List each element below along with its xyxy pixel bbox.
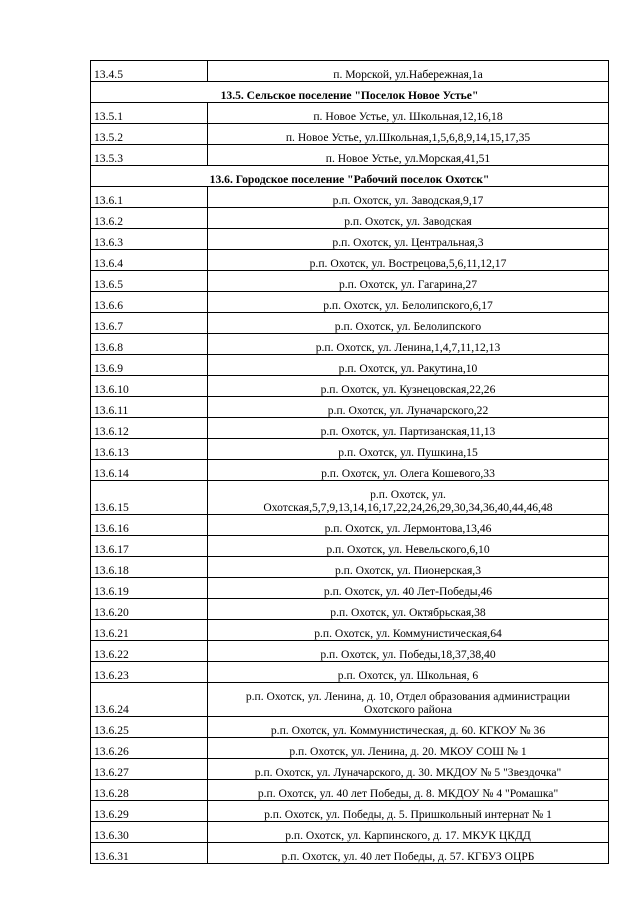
row-address: р.п. Охотск, ул. Белолипского,6,17 bbox=[208, 292, 609, 313]
table-row bbox=[91, 376, 609, 397]
row-code: 13.5.2 bbox=[91, 124, 208, 145]
table-row bbox=[91, 536, 609, 557]
table-row bbox=[91, 759, 609, 780]
table-row bbox=[91, 313, 609, 334]
row-address: р.п. Охотск, ул. Невельского,6,10 bbox=[208, 536, 609, 557]
row-code: 13.6.18 bbox=[91, 557, 208, 578]
table-row bbox=[91, 620, 609, 641]
row-code: 13.6.23 bbox=[91, 662, 208, 683]
row-code: 13.6.8 bbox=[91, 334, 208, 355]
row-address: р.п. Охотск, ул. Школьная, 6 bbox=[208, 662, 609, 683]
row-code: 13.6.29 bbox=[91, 801, 208, 822]
row-address: р.п. Охотск, ул. Вострецова,5,6,11,12,17 bbox=[208, 250, 609, 271]
row-code: 13.6.26 bbox=[91, 738, 208, 759]
row-address: п. Новое Устье, ул.Морская,41,51 bbox=[208, 145, 609, 166]
table-row bbox=[91, 780, 609, 801]
row-address: р.п. Охотск, ул. Октябрьская,38 bbox=[208, 599, 609, 620]
row-code: 13.6.10 bbox=[91, 376, 208, 397]
table-row bbox=[91, 187, 609, 208]
address-table-body bbox=[91, 61, 609, 864]
row-address: р.п. Охотск, ул. Пионерская,3 bbox=[208, 557, 609, 578]
address-line-2: Охотская,5,7,9,13,14,16,17,22,24,26,29,30,34,36,40,44,46,48 bbox=[263, 501, 553, 514]
row-address: р.п. Охотск, ул. Заводская bbox=[208, 208, 609, 229]
row-address: р.п. Охотск, ул. Заводская,9,17 bbox=[208, 187, 609, 208]
row-address: р.п. Охотск, ул. Победы, д. 5. Пришкольный интернат № 1 bbox=[208, 801, 609, 822]
table-row bbox=[91, 355, 609, 376]
table-row bbox=[91, 822, 609, 843]
row-address: п. Новое Устье, ул.Школьная,1,5,6,8,9,14,15,17,35 bbox=[208, 124, 609, 145]
row-address: р.п. Охотск, ул. Белолипского bbox=[208, 313, 609, 334]
row-code: 13.6.22 bbox=[91, 641, 208, 662]
row-address: р.п. Охотск, ул. 40 лет Победы, д. 8. МКДОУ № 4 "Ромашка" bbox=[208, 780, 609, 801]
row-code: 13.6.30 bbox=[91, 822, 208, 843]
section-header-row bbox=[91, 166, 609, 187]
table-row bbox=[91, 229, 609, 250]
address-line-1: р.п. Охотск, ул. Ленина, д. 10, Отдел образования администрации bbox=[245, 690, 571, 703]
table-row bbox=[91, 578, 609, 599]
table-row bbox=[91, 145, 609, 166]
address-table bbox=[90, 60, 609, 864]
row-address: р.п. Охотск, ул. Ракутина,10 bbox=[208, 355, 609, 376]
table-row bbox=[91, 124, 609, 145]
row-code: 13.6.14 bbox=[91, 460, 208, 481]
row-address: р.п. Охотск, ул. Пушкина,15 bbox=[208, 439, 609, 460]
row-code: 13.6.31 bbox=[91, 843, 208, 864]
table-row bbox=[91, 208, 609, 229]
row-code: 13.5.3 bbox=[91, 145, 208, 166]
section-title: 13.5. Сельское поселение "Поселок Новое Устье" bbox=[91, 82, 609, 103]
row-address bbox=[208, 683, 609, 717]
table-row bbox=[91, 801, 609, 822]
row-code: 13.6.17 bbox=[91, 536, 208, 557]
address-line-1: р.п. Охотск, ул. bbox=[370, 488, 446, 501]
row-address: р.п. Охотск, ул. 40 Лет-Победы,46 bbox=[208, 578, 609, 599]
row-address: р.п. Охотск, ул. Центральная,3 bbox=[208, 229, 609, 250]
row-address: р.п. Охотск, ул. Лермонтова,13,46 bbox=[208, 515, 609, 536]
row-address: р.п. Охотск, ул. Партизанская,11,13 bbox=[208, 418, 609, 439]
row-address: р.п. Охотск, ул. Ленина,1,4,7,11,12,13 bbox=[208, 334, 609, 355]
section-header-row bbox=[91, 82, 609, 103]
table-row bbox=[91, 738, 609, 759]
row-address: р.п. Охотск, ул. Луначарского, д. 30. МКДОУ № 5 "Звездочка" bbox=[208, 759, 609, 780]
row-code: 13.6.3 bbox=[91, 229, 208, 250]
row-code: 13.6.4 bbox=[91, 250, 208, 271]
row-code: 13.6.12 bbox=[91, 418, 208, 439]
row-address: р.п. Охотск, ул. 40 лет Победы, д. 57. КГБУЗ ОЦРБ bbox=[208, 843, 609, 864]
row-address: р.п. Охотск, ул. Ленина, д. 20. МКОУ СОШ № 1 bbox=[208, 738, 609, 759]
row-code: 13.6.25 bbox=[91, 717, 208, 738]
table-row bbox=[91, 103, 609, 124]
row-code: 13.6.15 bbox=[91, 481, 208, 515]
row-code: 13.4.5 bbox=[91, 61, 208, 82]
table-row bbox=[91, 717, 609, 738]
row-code: 13.6.20 bbox=[91, 599, 208, 620]
table-row bbox=[91, 61, 609, 82]
table-row bbox=[91, 843, 609, 864]
table-row bbox=[91, 683, 609, 717]
row-code: 13.6.28 bbox=[91, 780, 208, 801]
table-row bbox=[91, 662, 609, 683]
row-code: 13.6.13 bbox=[91, 439, 208, 460]
row-code: 13.6.6 bbox=[91, 292, 208, 313]
row-address: р.п. Охотск, ул. Олега Кошевого,33 bbox=[208, 460, 609, 481]
table-row bbox=[91, 599, 609, 620]
row-address: р.п. Охотск, ул. Коммунистическая, д. 60. КГКОУ № 36 bbox=[208, 717, 609, 738]
table-row bbox=[91, 557, 609, 578]
section-title: 13.6. Городское поселение "Рабочий поселок Охотск" bbox=[91, 166, 609, 187]
row-code: 13.6.24 bbox=[91, 683, 208, 717]
table-row bbox=[91, 515, 609, 536]
row-address: р.п. Охотск, ул. Кузнецовская,22,26 bbox=[208, 376, 609, 397]
table-row bbox=[91, 334, 609, 355]
table-row bbox=[91, 641, 609, 662]
table-row bbox=[91, 481, 609, 515]
row-code: 13.6.11 bbox=[91, 397, 208, 418]
row-code: 13.6.2 bbox=[91, 208, 208, 229]
row-address: р.п. Охотск, ул. Луначарского,22 bbox=[208, 397, 609, 418]
table-row bbox=[91, 460, 609, 481]
row-address: п. Новое Устье, ул. Школьная,12,16,18 bbox=[208, 103, 609, 124]
row-address: р.п. Охотск, ул. Карпинского, д. 17. МКУК ЦКДД bbox=[208, 822, 609, 843]
address-line-2: Охотского района bbox=[363, 703, 453, 716]
row-address: п. Морской, ул.Набережная,1а bbox=[208, 61, 609, 82]
table-row bbox=[91, 418, 609, 439]
table-row bbox=[91, 250, 609, 271]
row-code: 13.6.16 bbox=[91, 515, 208, 536]
row-code: 13.6.27 bbox=[91, 759, 208, 780]
row-code: 13.6.19 bbox=[91, 578, 208, 599]
row-code: 13.6.1 bbox=[91, 187, 208, 208]
row-code: 13.6.7 bbox=[91, 313, 208, 334]
row-address: р.п. Охотск, ул. Гагарина,27 bbox=[208, 271, 609, 292]
row-code: 13.6.21 bbox=[91, 620, 208, 641]
row-code: 13.6.5 bbox=[91, 271, 208, 292]
row-address: р.п. Охотск, ул. Победы,18,37,38,40 bbox=[208, 641, 609, 662]
table-row bbox=[91, 439, 609, 460]
table-row bbox=[91, 271, 609, 292]
row-address bbox=[208, 481, 609, 515]
row-address: р.п. Охотск, ул. Коммунистическая,64 bbox=[208, 620, 609, 641]
row-code: 13.5.1 bbox=[91, 103, 208, 124]
table-row bbox=[91, 397, 609, 418]
row-code: 13.6.9 bbox=[91, 355, 208, 376]
table-row bbox=[91, 292, 609, 313]
